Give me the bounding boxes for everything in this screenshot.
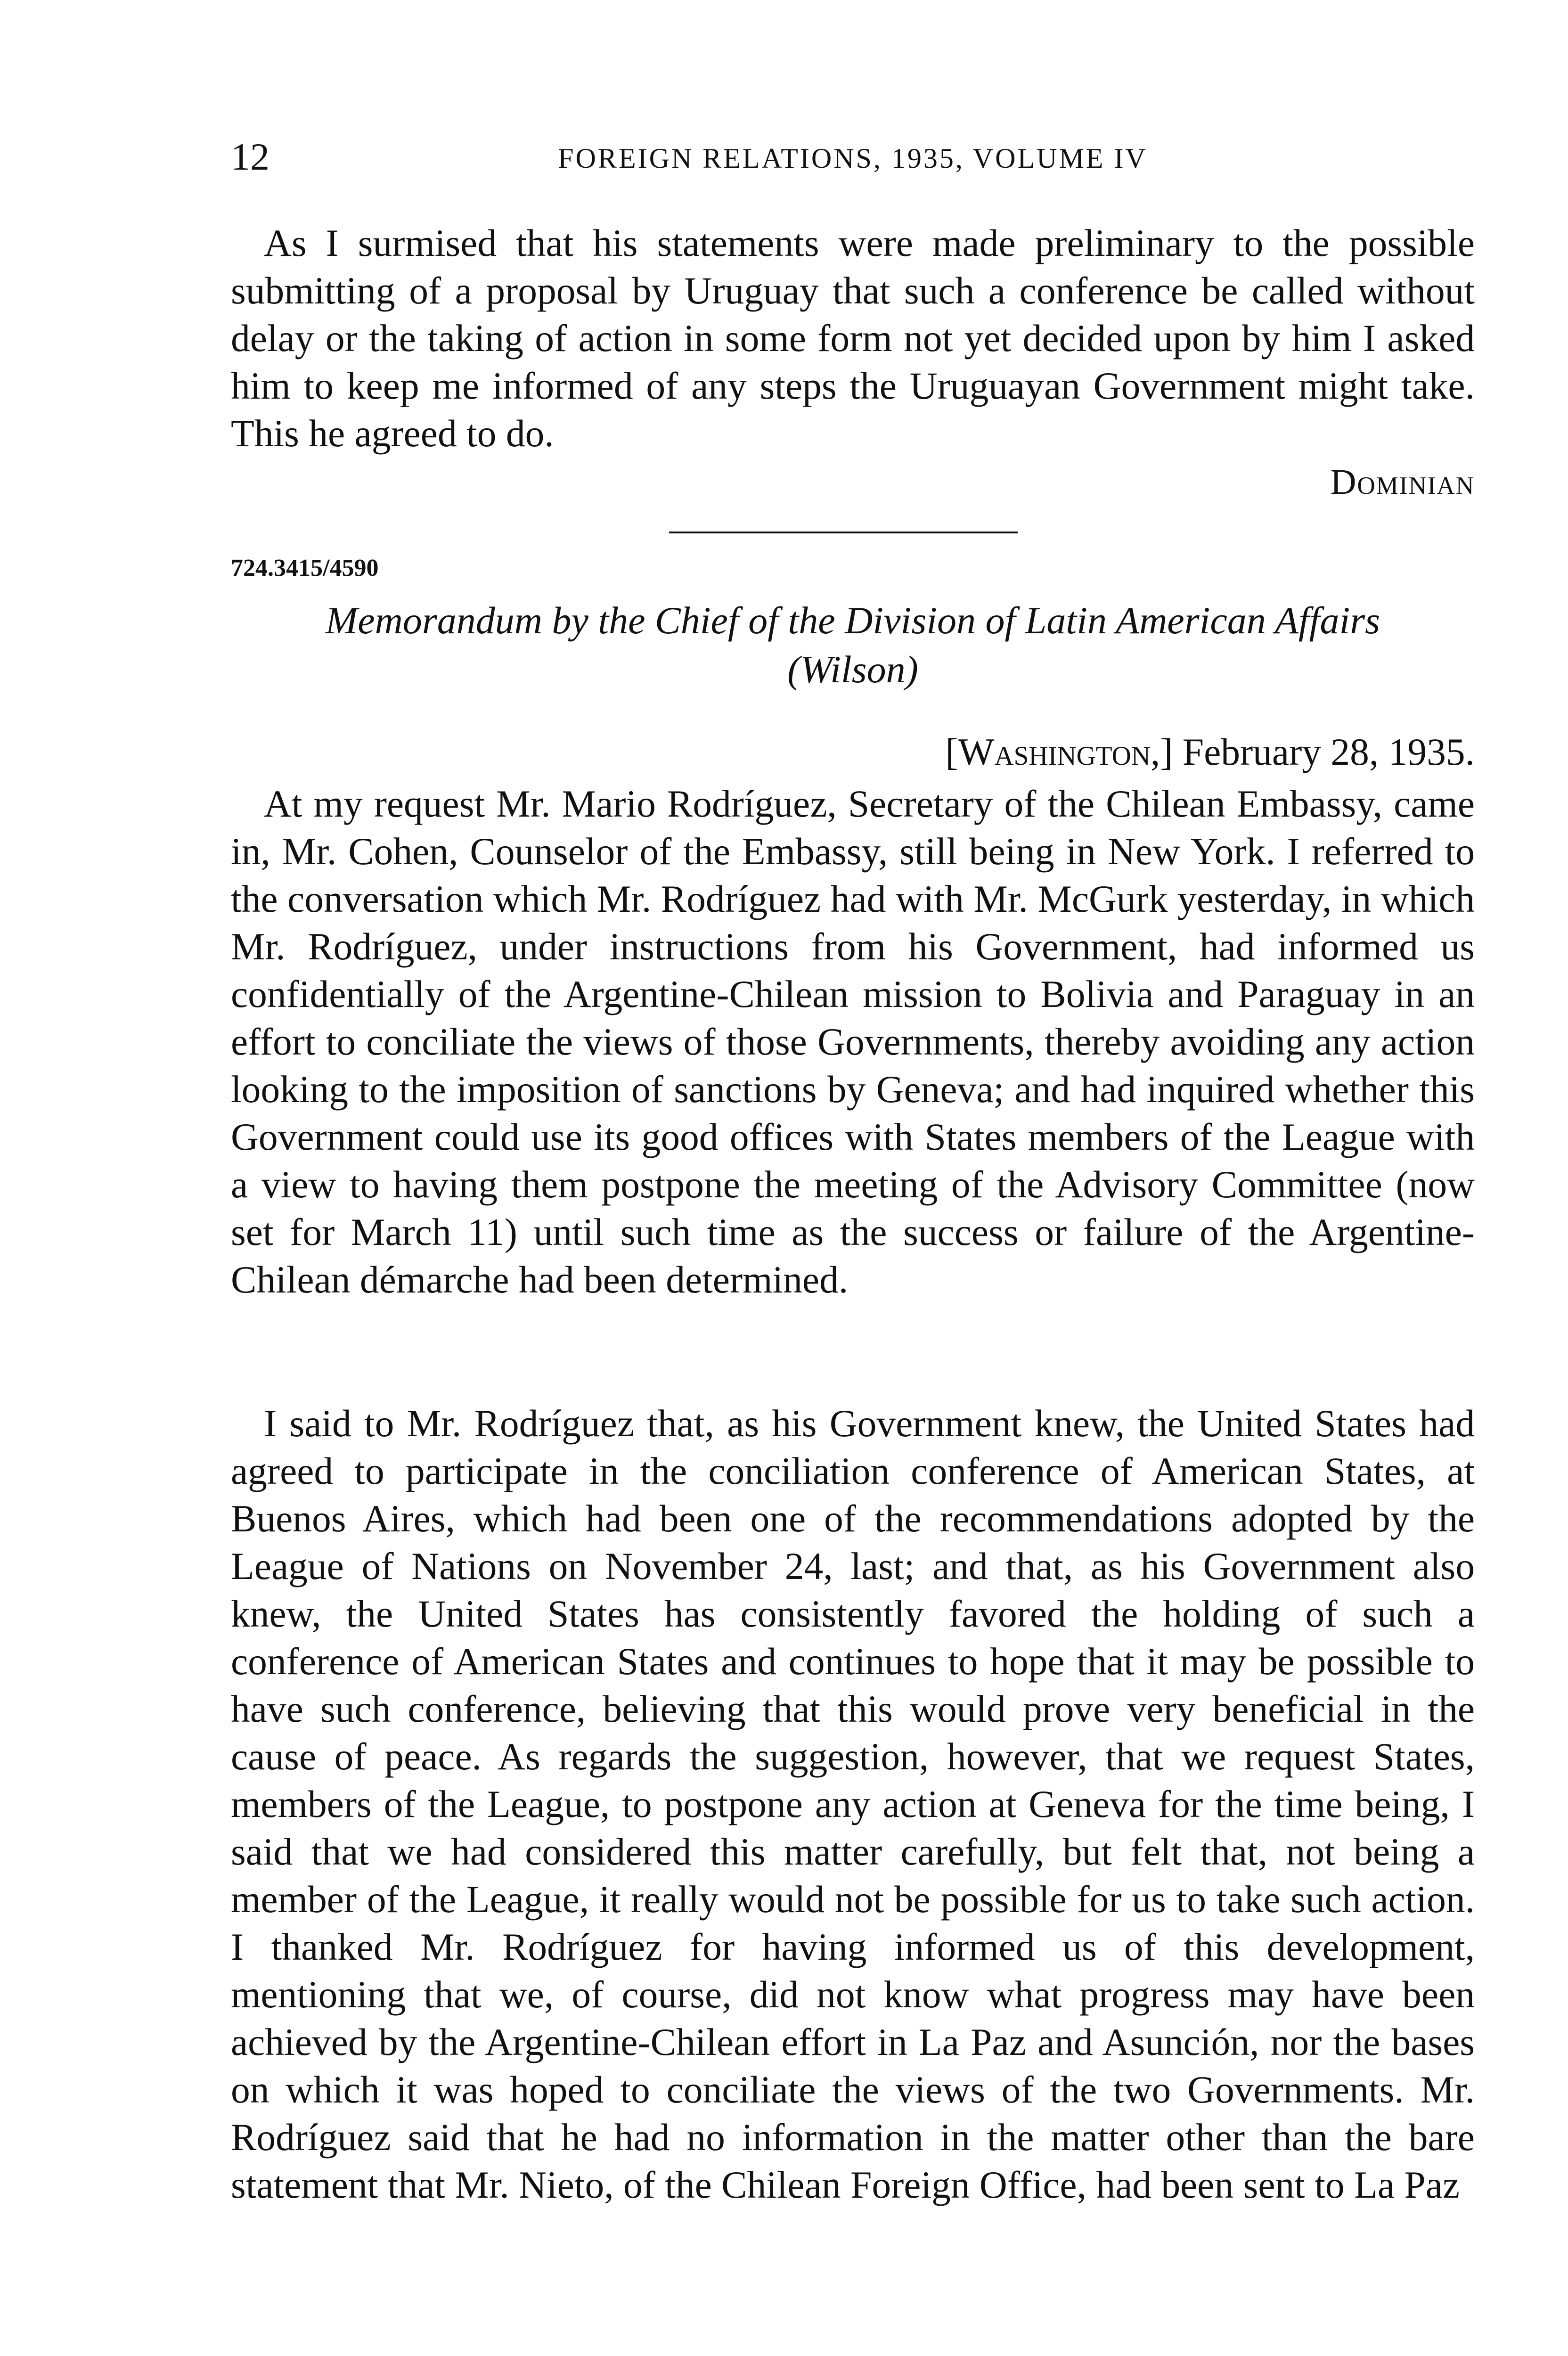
dateline-date: February 28, 1935. — [1173, 730, 1475, 773]
section-divider — [669, 532, 1018, 533]
page-number: 12 — [231, 135, 270, 178]
page-header — [231, 135, 1475, 189]
paragraph-preliminary-proposal: As I surmised that his statements were made preliminary to the possible submitting of a proposal by Uruguay that such a conference be called without delay or the taking of action in some form not yet decided upon by him I asked him to keep me informed of any steps the Uruguayan Government might take. This he agreed to do. — [231, 221, 1475, 455]
document-title: Memorandum by the Chief of the Division of Latin American Affairs (Wilson) — [325, 599, 1380, 691]
dateline — [945, 730, 1475, 773]
paragraph-response-to-rodriguez: I said to Mr. Rodríguez that, as his Government knew, the United States had agreed to participate in the conciliation conference of American States, at Buenos Aires, which had been one of the recommendations adopted by the League of Nations on November 24, last; and that, as his Government also knew, the United States has consistently favored the holding of such a conference of American States and continues to hope that it may be possible to have such conference, believing that this would prove very beneficial in the cause of peace. As regards the suggestion, however, that we request States, members of the League, to postpone any action at Geneva for the time being, I said that we had considered this matter carefully, but felt that, not being a member of the League, it really would not be possible for us to take such action. I thanked Mr. Rodríguez for having informed us of this development, mentioning that we, of course, did not know what progress may have been achieved by the Argentine-Chilean effort in La Paz and Asunción, nor the bases on which it was hoped to conciliate the views of the two Governments. Mr. Rodríguez said that he had no information in the matter other than the bare statement that Mr. Nieto, of the Chilean Foreign Office, had been sent to La Paz — [231, 1402, 1475, 2206]
dateline-place: [Washington,] — [945, 730, 1173, 773]
file-number: 724.3415/4590 — [231, 555, 379, 581]
paragraph-chilean-embassy-visit: At my request Mr. Mario Rodríguez, Secretary of the Chilean Embassy, came in, Mr. Cohen, Counselor of the Embassy, still being in New York. I referred to the conversation which Mr. Rodríguez had with Mr. McGurk yesterday, in which Mr. Rodríguez, under instructions from his Government, had informed us confidentially of the Argentine-Chilean mission to Bolivia and Paraguay in an effort to conciliate the views of those Governments, thereby avoiding any action looking to the imposition of sanctions by Geneva; and had inquired whether this Government could use its good offices with States members of the League with a view to having them postpone the meeting of the Advisory Committee (now set for March 11) until such time as the success or failure of the Argentine-Chilean démarche had been determined. — [231, 782, 1475, 1301]
running-head: FOREIGN RELATIONS, 1935, VOLUME IV — [558, 143, 1148, 174]
signature: Dominian — [1330, 462, 1475, 502]
